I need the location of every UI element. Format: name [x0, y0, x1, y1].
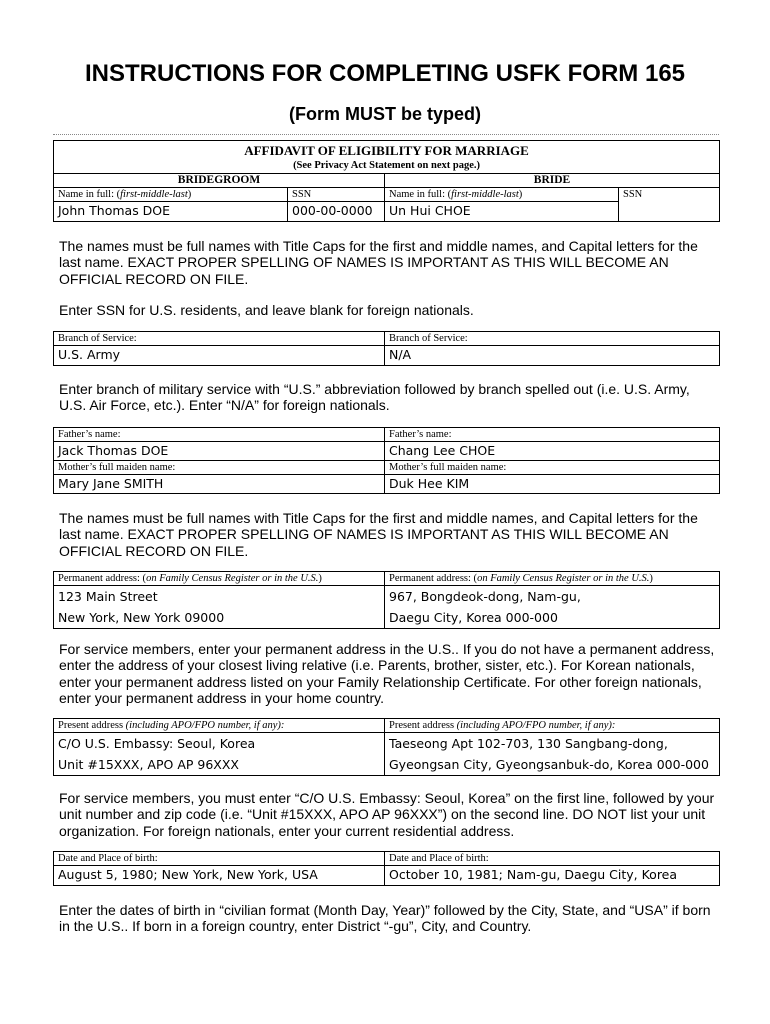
present-address-instructions: For service members, you must enter “C/O U.S. Embassy: Seoul, Korea” on the first line, followed by your unit number and zip code (i.e. “Unit #15XXX, APO AP 96XXX”) on the second line. DO NOT list your unit organization. For foreign nationals, enter your current residential address.: [59, 790, 715, 839]
affidavit-title: AFFIDAVIT OF ELIGIBILITY FOR MARRIAGE: [244, 143, 529, 158]
bride-mother-label: Mother’s full maiden name:: [385, 461, 720, 475]
groom-father-field[interactable]: Jack Thomas DOE: [54, 442, 385, 461]
bridegroom-header: BRIDEGROOM: [54, 174, 385, 188]
affidavit-table: [53, 140, 720, 222]
branch-instructions: Enter branch of military service with “U.S.” abbreviation followed by branch spelled out (i.e. U.S. Army, U.S. Air Force, etc.). Enter “N/A” for foreign nationals.: [59, 381, 690, 414]
divider: [53, 134, 719, 135]
present-address-table: [53, 718, 720, 776]
bride-name-field[interactable]: Un Hui CHOE: [385, 202, 619, 222]
groom-name-field[interactable]: John Thomas DOE: [54, 202, 288, 222]
groom-permanent-label: Permanent address: (on Family Census Register or in the U.S.): [54, 572, 385, 586]
names-instructions: The names must be full names with Title Caps for the first and middle names, and Capital letters for the last name. EXACT PROPER SPELLING OF NAMES IS IMPORTANT AS THIS WILL BECOME AN OFFICIAL RECORD ON FILE.: [59, 238, 698, 287]
groom-present-field[interactable]: C/O U.S. Embassy: Seoul, Korea Unit #15XXX, APO AP 96XXX: [54, 733, 385, 776]
groom-branch-field[interactable]: U.S. Army: [54, 346, 385, 366]
bride-name-label: Name in full: (first-middle-last): [385, 188, 619, 202]
bride-father-field[interactable]: Chang Lee CHOE: [385, 442, 720, 461]
bride-father-label: Father’s name:: [385, 428, 720, 442]
bride-present-field[interactable]: Taeseong Apt 102-703, 130 Sangbang-dong, Gyeongsan City, Gyeongsanbuk-do, Korea 000-000: [385, 733, 720, 776]
groom-present-label: Present address (including APO/FPO number, if any):: [54, 719, 385, 733]
bride-present-label: Present address (including APO/FPO number, if any):: [385, 719, 720, 733]
permanent-address-table: [53, 571, 720, 629]
bride-ssn-label: SSN: [619, 188, 720, 222]
groom-birth-label: Date and Place of birth:: [54, 852, 385, 866]
groom-branch-label: Branch of Service:: [54, 332, 385, 346]
bride-header: BRIDE: [385, 174, 720, 188]
groom-mother-label: Mother’s full maiden name:: [54, 461, 385, 475]
birth-table: [53, 851, 720, 886]
parents-table: [53, 427, 720, 494]
bride-birth-field[interactable]: October 10, 1981; Nam-gu, Daegu City, Korea: [385, 866, 720, 886]
bride-mother-field[interactable]: Duk Hee KIM: [385, 475, 720, 494]
groom-father-label: Father’s name:: [54, 428, 385, 442]
groom-mother-field[interactable]: Mary Jane SMITH: [54, 475, 385, 494]
groom-ssn-label: SSN: [288, 188, 385, 202]
permanent-address-instructions: For service members, enter your permanent address in the U.S.. If you do not have a permanent address, enter the address of your closest living relative (i.e. Parents, brother, sister, etc.). For Korean nationals, enter your permanent address listed on your Family Relationship Certificate. For other foreign nationals, enter your permanent address in your home country.: [59, 641, 715, 706]
bride-birth-label: Date and Place of birth:: [385, 852, 720, 866]
affidavit-header: [54, 141, 720, 174]
groom-ssn-field[interactable]: 000-00-0000: [288, 202, 385, 222]
bride-permanent-label: Permanent address: (on Family Census Register or in the U.S.): [385, 572, 720, 586]
bride-permanent-field[interactable]: 967, Bongdeok-dong, Nam-gu, Daegu City, Korea 000-000: [385, 586, 720, 629]
parent-names-instructions: The names must be full names with Title Caps for the first and middle names, and Capital letters for the last name. EXACT PROPER SPELLING OF NAMES IS IMPORTANT AS THIS WILL BECOME AN OFFICIAL RECORD ON FILE.: [59, 510, 698, 559]
bride-branch-label: Branch of Service:: [385, 332, 720, 346]
ssn-instructions: Enter SSN for U.S. residents, and leave blank for foreign nationals.: [59, 302, 474, 318]
groom-name-label: Name in full: (first-middle-last): [54, 188, 288, 202]
groom-birth-field[interactable]: August 5, 1980; New York, New York, USA: [54, 866, 385, 886]
page-subtitle: (Form MUST be typed): [289, 104, 481, 124]
branch-table: [53, 331, 720, 366]
birth-instructions: Enter the dates of birth in “civilian format (Month Day, Year)” followed by the City, State, and “USA” if born in the U.S.. If born in a foreign country, enter District “-gu”, City, and Country.: [59, 902, 711, 935]
page-title: INSTRUCTIONS FOR COMPLETING USFK FORM 165: [84, 60, 686, 87]
bride-branch-field[interactable]: N/A: [385, 346, 720, 366]
privacy-note: (See Privacy Act Statement on next page.): [293, 160, 480, 171]
groom-permanent-field[interactable]: 123 Main Street New York, New York 09000: [54, 586, 385, 629]
